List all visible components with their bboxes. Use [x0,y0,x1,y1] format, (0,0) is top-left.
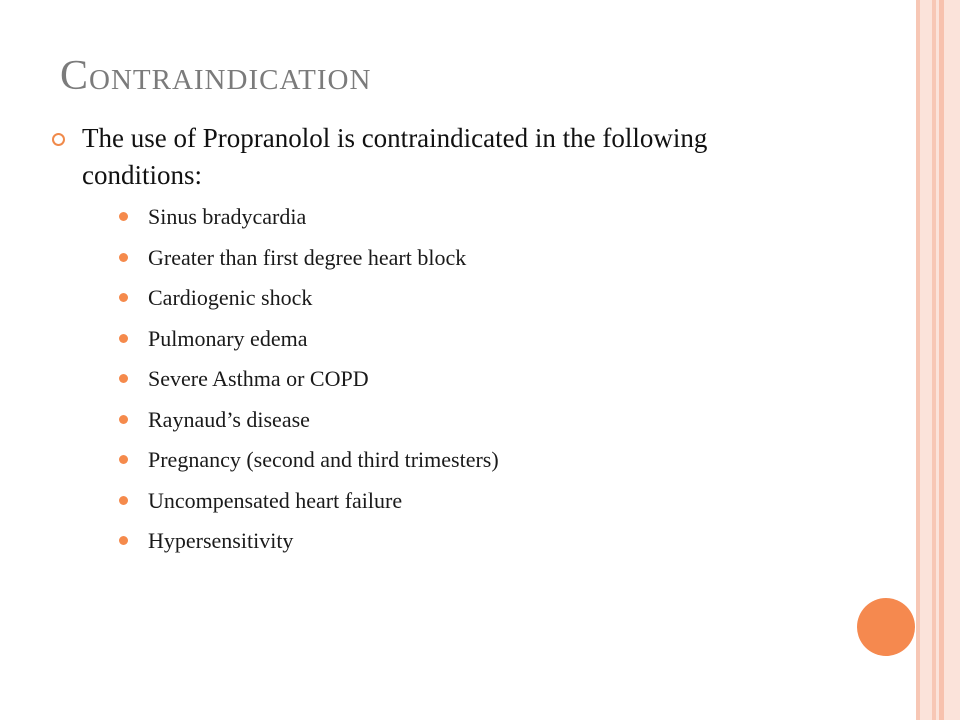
list-item [119,245,832,286]
dot-bullet-icon [119,293,128,302]
ring-bullet-icon [52,133,65,146]
list-item [119,488,832,529]
list-item [119,326,832,367]
list-item [119,407,832,448]
list-item-text: Pregnancy (second and third trimesters) [148,447,499,472]
intro-text: The use of Propranolol is contraindicated in the following conditions: [82,123,708,190]
dot-bullet-icon [119,334,128,343]
dot-bullet-icon [119,253,128,262]
dot-bullet-icon [119,536,128,545]
list-item-text: Uncompensated heart failure [148,487,403,513]
decorative-circle [857,598,915,656]
intro-bullet [52,120,832,569]
dot-bullet-icon [119,415,128,424]
border-stripe [944,0,960,720]
list-item-text: Cardiogenic shock [148,285,313,310]
list-item-text: Sinus bradycardia [148,204,307,229]
list-item [119,204,832,245]
list-item-text: Greater than first degree heart block [148,244,467,270]
list-item-text: Hypersensitivity [148,528,294,553]
slide-title: Contraindication [60,53,372,99]
dot-bullet-icon [119,455,128,464]
list-item [119,285,832,326]
list-item-text: Pulmonary edema [148,325,308,351]
dot-bullet-icon [119,496,128,505]
list-item [119,366,832,407]
contraindication-list [82,204,832,569]
border-stripe [920,0,932,720]
list-item [119,447,832,488]
list-item-text: Severe Asthma or COPD [148,366,369,391]
dot-bullet-icon [119,212,128,221]
dot-bullet-icon [119,374,128,383]
list-item [119,528,832,569]
list-item-text: Raynaud’s disease [148,406,310,432]
bullet-list [52,120,832,569]
